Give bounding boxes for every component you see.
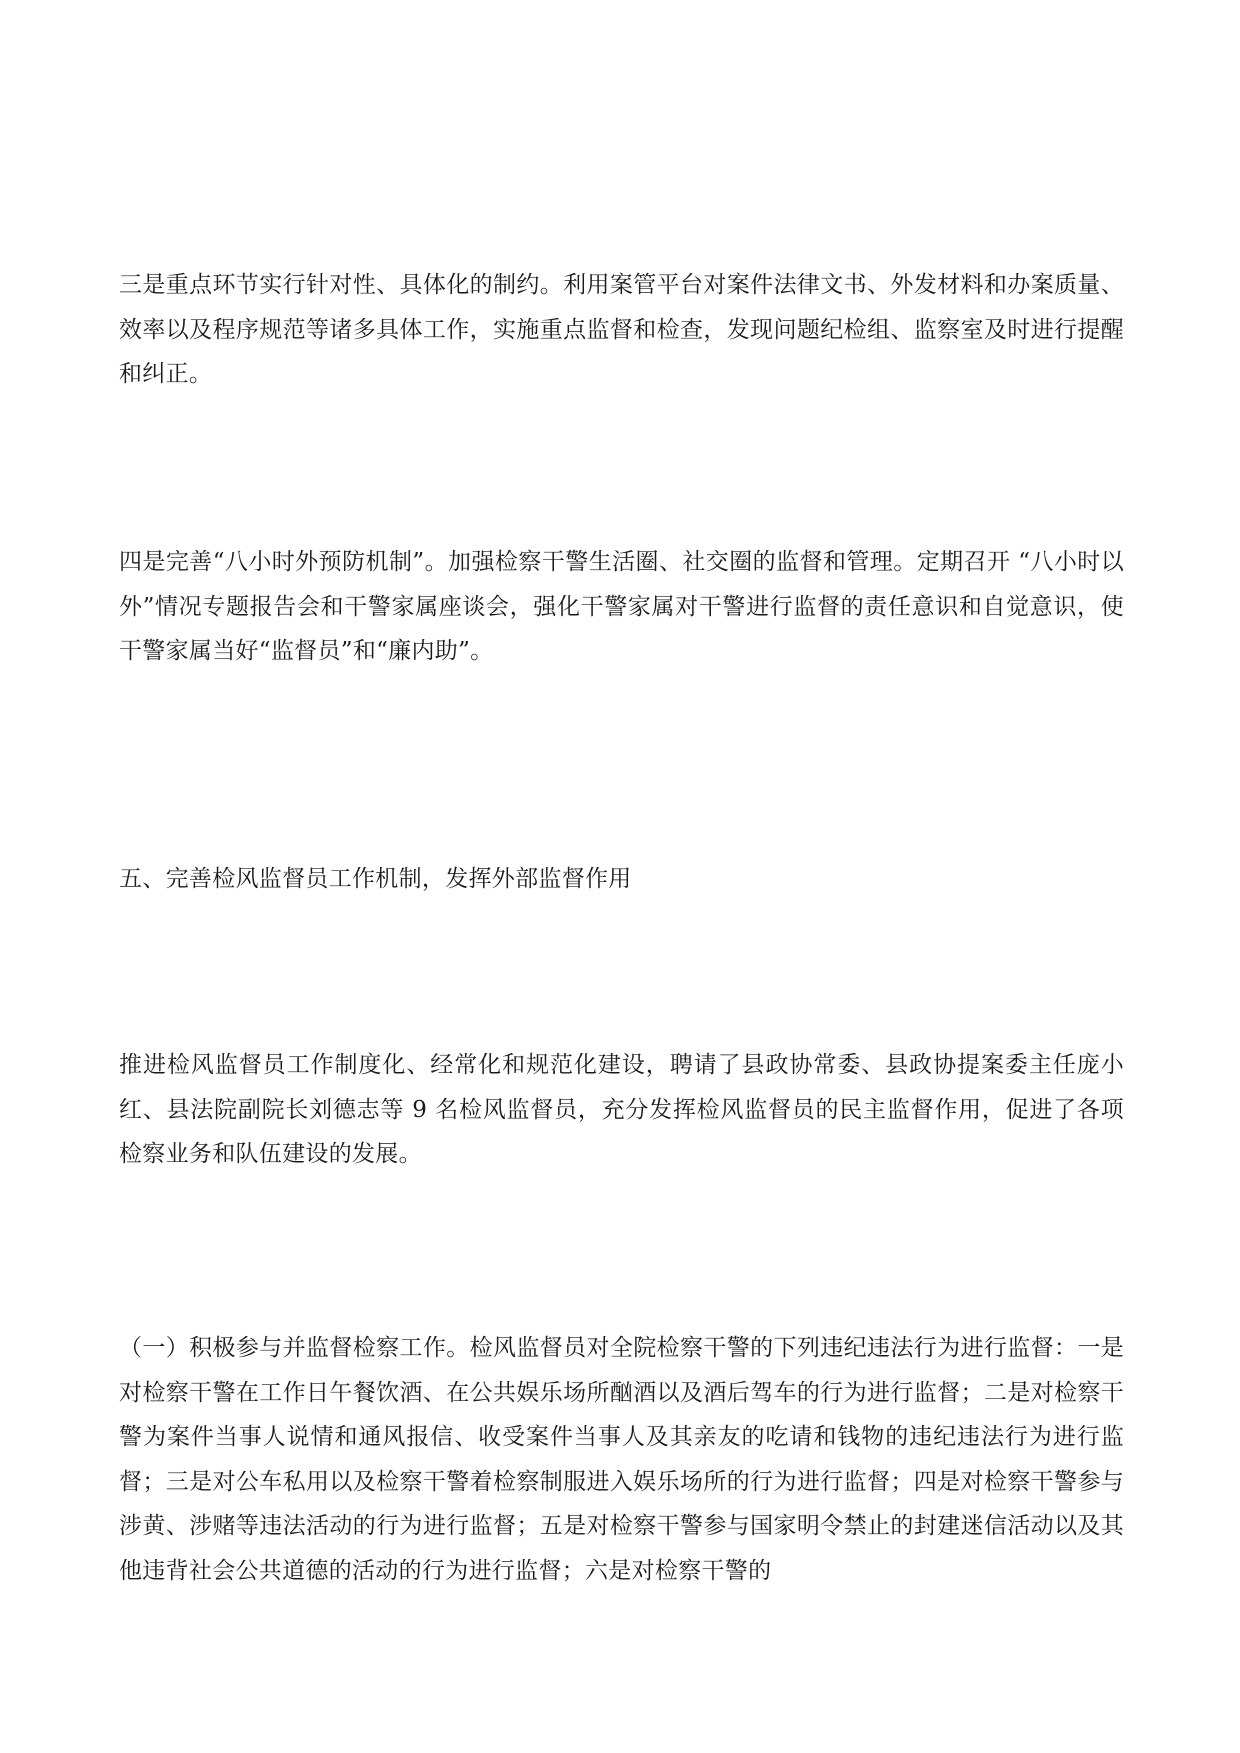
paragraph-participation: （一）积极参与并监督检察工作。检风监督员对全院检察干警的下列违纪违法行为进行监督：一是对检察干警在工作日午餐饮酒、在公共娱乐场所酗酒以及酒后驾车的行为进行监督；二是对检察干警为案件当事人说情和通风报信、收受案件当事人及其亲友的吃请和钱物的违纪违法行为进行监督；三是对公车私用以及检察干警着检察制服进入娱乐场所的行为进行监督；四是对检察干警参与涉黄、涉赌等违法活动的行为进行监督；五是对检察干警参与国家明令禁止的封建迷信活动以及其他违背社会公共道德的活动的行为进行监督；六是对检察干警的 [119,1335,1124,1584]
paragraph-key-links: 三是重点环节实行针对性、具体化的制约。利用案管平台对案件法律文书、外发材料和办案质量、效率以及程序规范等诸多具体工作，实施重点监督和检查，发现问题纪检组、监察室及时进行提醒和纠正。 [119,272,1124,387]
paragraph-eight-hours: 四是完善“八小时外预防机制”。加强检察干警生活圈、社交圈的监督和管理。定期召开 “八小时以外”情况专题报告会和干警家属座谈会，强化干警家属对干警进行监督的责任意识和自觉意识，使干警家属当好“监督员”和“廉内助”。 [119,549,1124,664]
paragraph-supervisors: 推进检风监督员工作制度化、经常化和规范化建设，聘请了县政协常委、县政协提案委主任庞小红、县法院副院长刘德志等 9 名检风监督员，充分发挥检风监督员的民主监督作用，促进了各项检察业务和队伍建设的发展。 [119,1052,1124,1167]
section-heading-five: 五、完善检风监督员工作机制，发挥外部监督作用 [119,866,632,892]
